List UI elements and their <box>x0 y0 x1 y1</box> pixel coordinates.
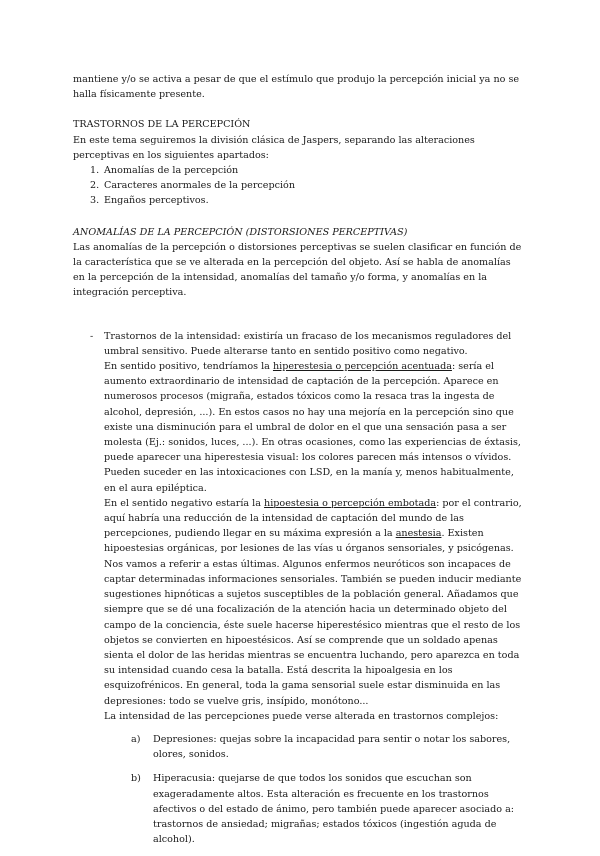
bullet-item-intensidad <box>73 329 523 848</box>
list-item: 2. Caracteres anormales de la percepción <box>90 180 296 192</box>
bullet-paragraph-3: En el sentido negativo estaría la hipoestesia o percepción embotada: por el contrario, aquí habría una reducción de la intensidad de captación del mundo de las percepciones, pudiendo llegar en su máxima expresión a la anestesia. Existen hipoestesias orgánicas, por lesiones de las vías u órganos sensoriales, y psicógenas. Nos vamos a referir a estas últimas. Algunos enfermos neuróticos son incapaces de captar determinadas informaciones sensoriales. También se pueden inducir mediante sugestiones hipnóticas a sujetos susceptibles de la población general. Añadamos que siempre que se dé una focalización de la atención hacia un determinado objeto del campo de la conciencia, éste suele hacerse hiperestésico mientras que el resto de los objetos se convierten en hipoestésicos. Así se comprende que un soldado apenas sienta el dolor de las heridas mientras se encuentra luchando, pero aparezca en toda su intensidad cuando cesa la batalla. Está descrita la hipoalgesia en los esquizofrénicos. En general, toda la gama sensorial suele estar disminuida en las depresiones: todo se vuelve gris, insípido, monótono... <box>104 497 522 707</box>
section-intro-text: En este tema seguiremos la división clásica de Jaspers, separando las alteraciones perceptivas en los siguientes apartados: <box>73 134 475 161</box>
list-item: 1. Anomalías de la percepción <box>90 165 239 177</box>
intro-paragraph: mantiene y/o se activa a pesar de que el estímulo que produjo la percepción inicial ya no se halla físicamente presente. <box>73 74 520 101</box>
bullet-paragraph-4: La intensidad de las percepciones puede verse alterada en trastornos complejos: <box>104 710 499 722</box>
bullet-paragraph-1: Trastornos de la intensidad: existiría un fracaso de los mecanismos reguladores del umbral sensitivo. Puede alterarse tanto en sentido positivo como negativo. <box>104 330 512 357</box>
section-title-trastornos: TRASTORNOS DE LA PERCEPCIÓN <box>73 119 251 131</box>
bullet-dash: - <box>90 330 94 342</box>
list-item: b) Hiperacusia: quejarse de que todos los sonidos que escuchan son exageradamente altos. Esta alteración es frecuente en los trastornos afectivos o del estado de ánimo, pero también puede aparecer asociado a: trastornos de ansiedad; migrañas; estados tóxicos (ingestión aguda de alcohol). <box>131 773 515 846</box>
section-title-anomalias: ANOMALÍAS DE LA PERCEPCIÓN (DISTORSIONES PERCEPTIVAS) <box>73 226 408 238</box>
bullet-paragraph-2: En sentido positivo, tendríamos la hiperestesia o percepción acentuada: sería el aumento extraordinario de intensidad de captación de la percepción. Aparece en numerosos procesos (migraña, estados tóxicos como la resaca tras la ingesta de alcohol, depresión, ...). En estos casos no hay una mejoría en la percepción sino que existe una disminución para el umbral de dolor en el que una sensación pasa a ser molesta (Ej.: sonidos, luces, ...). En otras ocasiones, como las experiencias de éxtasis, puede aparecer una hiperestesia visual: los colores parecen más intensos o vívidos. Pueden suceder en las intoxicaciones con LSD, en la manía y, menos habitualmente, en el aura epiléptica. <box>104 361 521 494</box>
document-page <box>73 72 523 856</box>
list-item: a) Depresiones: quejas sobre la incapacidad para sentir o notar los sabores, olores, sonidos. <box>131 733 511 761</box>
section-anomalias-text: Las anomalías de la percepción o distorsiones perceptivas se suelen clasificar en función de la característica que se ve alterada en la percepción del objeto. Así se habla de anomalías en la percepción de la intensidad, anomalías del tamaño y/o forma, y anomalías en la integración perceptiva. <box>73 241 522 299</box>
underlined-term-hipoestesia: hipoestesia o percepción embotada <box>264 497 437 509</box>
lettered-list <box>104 732 523 847</box>
underlined-term-hiperestesia: hiperestesia o percepción acentuada <box>272 361 452 373</box>
list-item: 3. Engaños perceptivos. <box>90 195 209 207</box>
numbered-list <box>73 163 523 209</box>
underlined-term-anestesia: anestesia <box>395 528 442 540</box>
